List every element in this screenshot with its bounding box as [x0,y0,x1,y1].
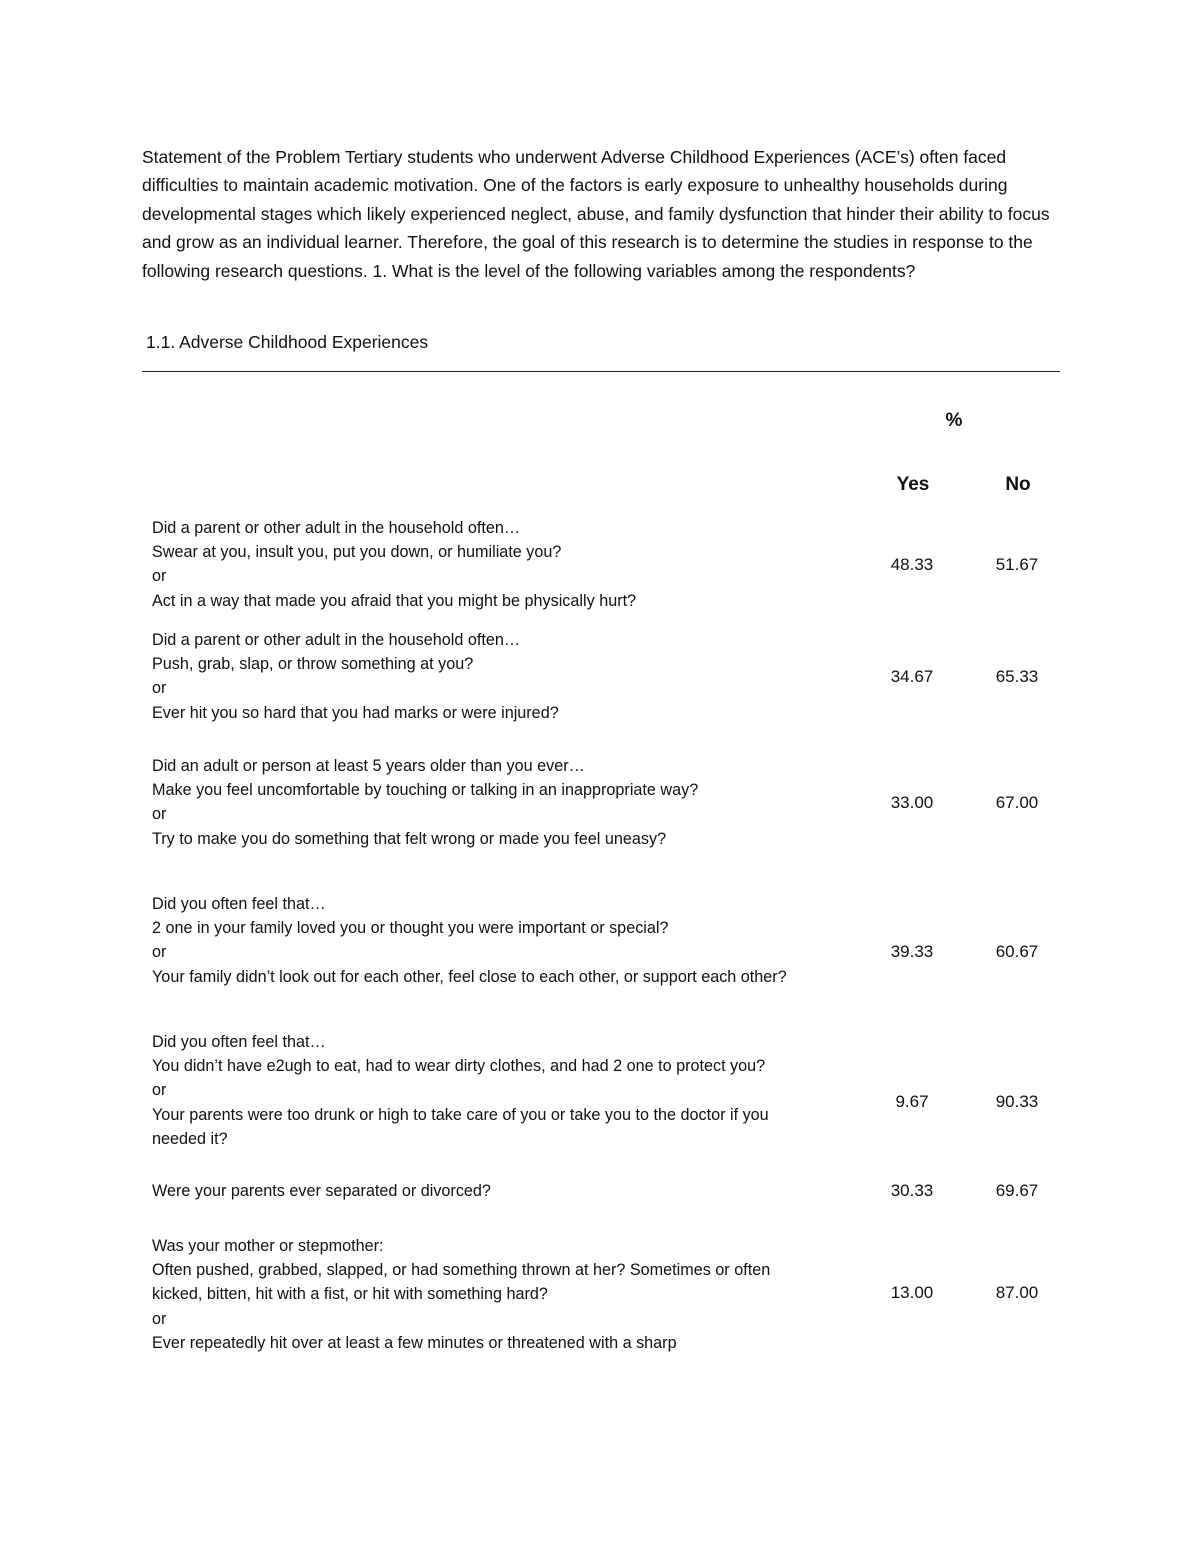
question-line: Often pushed, grabbed, slapped, or had something thrown at her? Sometimes or often kicked, bitten, hit with a fist, or hit with something hard? [152,1261,771,1304]
question-line: Swear at you, insult you, put you down, or humiliate you? [152,543,562,562]
question-text [152,892,822,989]
question-line: Try to make you do something that felt wrong or made you feel uneasy? [152,829,667,848]
question-line: Did you often feel that… [152,1033,326,1051]
yes-value: 39.33 [890,942,934,961]
question-line: Did a parent or other adult in the household often… [152,519,521,537]
yes-value: 9.67 [895,1092,929,1111]
question-line: or [152,1309,167,1328]
question-line: Act in a way that made you afraid that you might be physically hurt? [152,591,637,610]
question-text [152,1234,822,1355]
yes-column-header: Yes [896,474,930,495]
question-line: Your parents were too drunk or high to take care of you or take you to the doctor if you needed it? [152,1105,769,1148]
question-line: or [152,679,167,698]
question-line: Did an adult or person at least 5 years older than you ever… [152,757,585,775]
question-line: Make you feel uncomfortable by touching or talking in an inappropriate way? [152,781,699,800]
yes-value: 33.00 [890,793,934,812]
percent-header: % [945,410,963,431]
question-text [152,754,822,851]
question-line: Ever hit you so hard that you had marks or were injured? [152,703,559,722]
no-value: 87.00 [995,1283,1039,1302]
no-value: 65.33 [995,667,1039,686]
no-value: 51.67 [995,555,1039,574]
question-line: Did a parent or other adult in the household often… [152,631,521,649]
question-line: or [152,1081,167,1100]
no-value: 60.67 [995,942,1039,961]
question-line: Your family didn’t look out for each other, feel close to each other, or support each other? [152,967,787,986]
question-line: You didn’t have e2ugh to eat, had to wear dirty clothes, and had 2 one to protect you? [152,1057,766,1076]
yes-value: 48.33 [890,555,934,574]
yes-value: 13.00 [890,1283,934,1302]
question-line: or [152,567,167,586]
question-line: Push, grab, slap, or throw something at you? [152,655,474,674]
table-top-rule [142,371,1060,372]
section-title: 1.1. Adverse Childhood Experiences [146,332,429,352]
question-line: Were your parents ever separated or divorced? [152,1182,491,1200]
intro-paragraph: Statement of the Problem Tertiary students who underwent Adverse Childhood Experiences (ACE’s) often faced difficulties to maintain academic motivation. One of the factors is early exposure to unhealthy households during developmental stages which likely experienced neglect, abuse, and family dysfunction that hinder their ability to focus and grow as an individual learner. Therefore, the goal of this research is to determine the studies in response to the following research questions. 1. What is the level of the following variables among the respondents? [142,147,1050,281]
question-text [152,516,822,613]
question-line: 2 one in your family loved you or thought you were important or special? [152,919,669,938]
question-text [152,1179,822,1203]
question-text [152,628,822,725]
question-line: or [152,805,167,824]
question-line: or [152,943,167,962]
question-text [152,1030,822,1151]
yes-value: 34.67 [890,667,934,686]
question-line: Did you often feel that… [152,895,326,913]
no-value: 69.67 [995,1181,1039,1200]
no-value: 67.00 [995,793,1039,812]
no-column-header: No [1005,474,1031,495]
question-line: Was your mother or stepmother: [152,1237,384,1255]
question-line: Ever repeatedly hit over at least a few minutes or threatened with a sharp [152,1333,677,1352]
no-value: 90.33 [995,1092,1039,1111]
yes-value: 30.33 [890,1181,934,1200]
